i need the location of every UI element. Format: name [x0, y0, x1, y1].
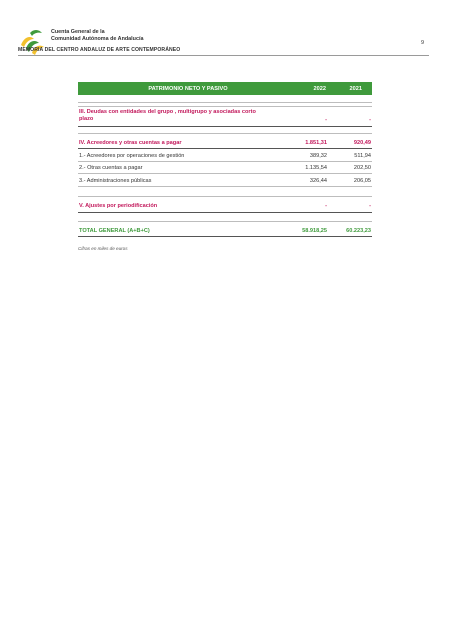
value-2022: 389,32: [309, 153, 327, 159]
row-label: 1.- Acreedores por operaciones de gestión: [79, 153, 185, 159]
column-header-label: PATRIMONIO NETO Y PASIVO: [148, 85, 228, 92]
value-2021: -: [369, 117, 371, 123]
value-2021: -: [369, 203, 371, 209]
row-label-continued: plazo: [79, 116, 94, 122]
header-divider: [18, 55, 429, 56]
column-header-2022: 2022: [313, 85, 326, 92]
row-divider: [78, 196, 372, 197]
row-label: V. Ajustes por periodificación: [79, 203, 158, 209]
page-number: 9: [421, 40, 425, 46]
value-2022: 1.135,54: [305, 165, 327, 171]
value-2021: 202,50: [353, 165, 371, 171]
row-divider: [78, 212, 372, 213]
row-label: IV. Acreedores y otras cuentas a pagar: [79, 140, 182, 146]
table-row: [78, 109, 372, 125]
value-2022: -: [325, 203, 327, 209]
table-header-row: [78, 82, 372, 95]
value-2022: -: [325, 117, 327, 123]
row-divider: [78, 236, 372, 237]
value-2021: 511,94: [354, 153, 371, 159]
row-divider: [78, 102, 372, 103]
row-label: III. Deudas con entidades del grupo , multigrupo y asociadas corto: [79, 109, 256, 115]
organization-name: [51, 29, 143, 42]
row-divider: [78, 161, 372, 162]
column-header-2021: 2021: [349, 85, 362, 92]
units-note: Cifras en miles de euros: [78, 246, 128, 251]
row-divider: [78, 106, 372, 107]
row-divider: [78, 133, 372, 134]
balance-table: [78, 82, 372, 234]
row-divider: [78, 186, 372, 187]
value-2021: 920,49: [353, 140, 371, 146]
value-2021: 206,05: [353, 178, 371, 184]
row-divider: [78, 126, 372, 127]
value-2021: 60.223,23: [346, 228, 371, 234]
row-divider: [78, 221, 372, 222]
row-divider: [78, 173, 372, 174]
value-2022: 58.918,25: [302, 228, 327, 234]
document-title: MEMORIA DEL CENTRO ANDALUZ DE ARTE CONTEMPORÁNEO: [18, 47, 181, 53]
value-2022: 326,44: [309, 178, 327, 184]
row-label: TOTAL GENERAL (A+B+C): [79, 228, 150, 234]
org-line-2: Comunidad Autónoma de Andalucía: [51, 35, 144, 42]
row-label: 3.- Administraciones públicas: [79, 178, 152, 184]
org-line-1: Cuenta General de la: [51, 29, 105, 35]
row-divider: [78, 148, 372, 149]
value-2022: 1.851,31: [305, 140, 327, 146]
row-label: 2.- Otras cuentas a pagar: [79, 165, 143, 171]
